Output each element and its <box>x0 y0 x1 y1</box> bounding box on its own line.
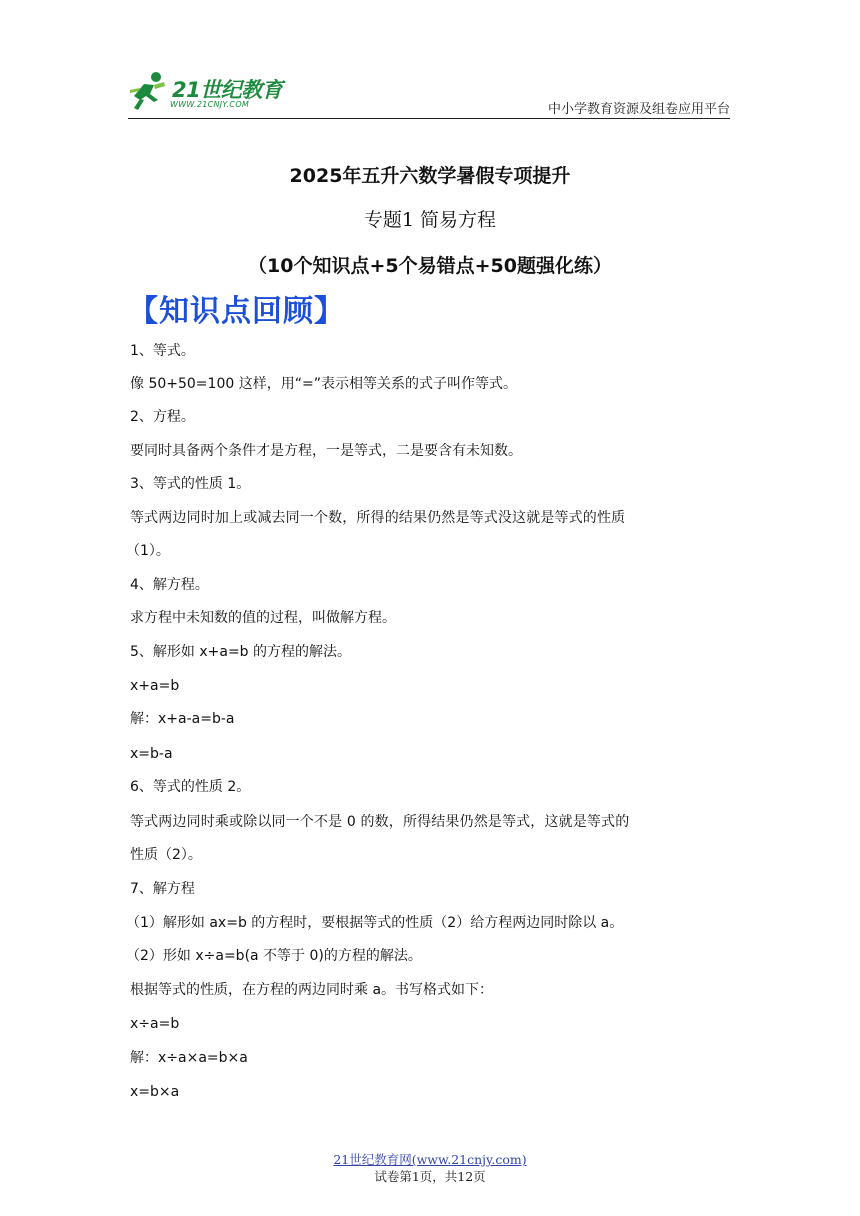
equation-line: x=b-a <box>130 746 173 762</box>
content-line: 像 50+50=100 这样，用“=”表示相等关系的式子叫作等式。 <box>130 376 517 392</box>
content-line: （1）解形如 ax=b 的方程时，要根据等式的性质（2）给方程两边同时除以 a。 <box>126 915 624 931</box>
equation-line: x+a=b <box>130 678 180 694</box>
content-line: 4、解方程。 <box>130 577 209 593</box>
main-title: 2025年五升六数学暑假专项提升 <box>289 165 571 187</box>
equation-line: 解：x+a-a=b-a <box>130 711 235 727</box>
logo-url: WWW.21CNJY.COM <box>170 100 250 109</box>
content-line: （1）。 <box>126 543 170 559</box>
content-line: 2、方程。 <box>130 409 195 425</box>
platform-tagline: 中小学教育资源及组卷应用平台 <box>547 102 730 117</box>
content-line: 5、解形如 x+a=b 的方程的解法。 <box>130 644 352 660</box>
content-line: 3、等式的性质 1。 <box>130 476 251 492</box>
content-line: （2）形如 x÷a=b(a 不等于 0)的方程的解法。 <box>126 948 422 964</box>
content-line: 求方程中未知数的值的过程，叫做解方程。 <box>130 610 396 626</box>
footer-site-link[interactable]: 21世纪教育网(www.21cnjy.com) <box>333 1152 527 1167</box>
content-line: 等式两边同时乘或除以同一个不是 0 的数，所得结果仍然是等式，这就是等式的 <box>130 814 630 830</box>
section-heading: 【知识点回顾】 <box>128 294 345 329</box>
logo-text: 21世纪教育 <box>172 78 283 102</box>
content-line: 根据等式的性质，在方程的两边同时乘 a。书写格式如下： <box>130 982 494 998</box>
equation-line: 解：x÷a×a=b×a <box>130 1050 248 1066</box>
site-logo <box>128 68 288 116</box>
content-line: 6、等式的性质 2。 <box>130 779 251 795</box>
runner-logo-icon <box>128 70 172 114</box>
content-line: 等式两边同时加上或减去同一个数，所得的结果仍然是等式没这就是等式的性质 <box>130 510 626 526</box>
content-line: 性质（2）。 <box>130 847 202 863</box>
content-line: 要同时具备两个条件才是方程，一是等式，二是要含有未知数。 <box>130 443 522 459</box>
page-header <box>128 68 730 119</box>
sub-title: 专题1 简易方程 <box>363 209 497 231</box>
footer-page-info: 试卷第1页，共12页 <box>374 1169 486 1184</box>
equation-line: x÷a=b <box>130 1016 180 1032</box>
description-title: （10个知识点+5个易错点+50题强化练） <box>248 255 612 277</box>
content-line: 7、解方程 <box>130 881 195 897</box>
equation-line: x=b×a <box>130 1084 180 1100</box>
content-line: 1、等式。 <box>130 343 195 359</box>
